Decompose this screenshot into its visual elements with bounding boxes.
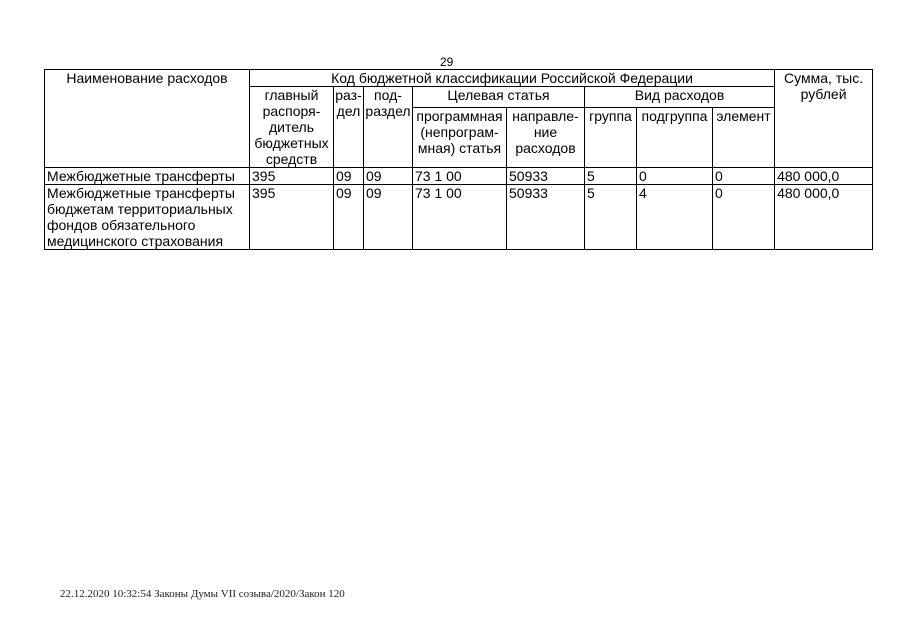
- row-name: Межбюджетные трансферты бюджетам территориальных фондов обязательного медицинского страхования: [45, 185, 250, 250]
- header-target-article: Целевая статья: [413, 87, 585, 108]
- table-row: [45, 168, 873, 185]
- table-row: [45, 185, 873, 250]
- budget-table: [44, 69, 873, 250]
- header-code-group: Код бюджетной классификации Российской Федерации: [250, 70, 775, 87]
- row-program: 73 1 00: [413, 168, 507, 185]
- row-program: 73 1 00: [413, 185, 507, 250]
- row-group: 5: [585, 168, 637, 185]
- header-name: Наименование расходов: [45, 70, 250, 168]
- row-element: 0: [713, 168, 775, 185]
- header-program: программная (непрограм- мная) статья: [413, 107, 507, 167]
- row-section: 09: [334, 168, 364, 185]
- row-direction: 50933: [507, 185, 585, 250]
- row-subgroup: 0: [637, 168, 713, 185]
- header-subgroup: подгруппа: [637, 107, 713, 167]
- row-main-manager: 395: [250, 185, 334, 250]
- row-amount: 480 000,0: [775, 168, 873, 185]
- header-subsection: под- раздел: [364, 87, 413, 168]
- header-main-manager: главный распоря- дитель бюджетных средств: [250, 87, 334, 168]
- header-element: элемент: [713, 107, 775, 167]
- row-section: 09: [334, 185, 364, 250]
- row-group: 5: [585, 185, 637, 250]
- header-group: группа: [585, 107, 637, 167]
- page-number: 29: [440, 55, 454, 69]
- row-name: Межбюджетные трансферты: [45, 168, 250, 185]
- footer-stamp: 22.12.2020 10:32:54 Законы Думы VII созыва/2020/Закон 120: [60, 588, 345, 600]
- header-amount: Сумма, тыс. рублей: [775, 70, 873, 168]
- header-expense-type: Вид расходов: [585, 87, 775, 108]
- row-element: 0: [713, 185, 775, 250]
- row-direction: 50933: [507, 168, 585, 185]
- row-main-manager: 395: [250, 168, 334, 185]
- row-subsection: 09: [364, 185, 413, 250]
- row-amount: 480 000,0: [775, 185, 873, 250]
- header-section: раз- дел: [334, 87, 364, 168]
- row-subgroup: 4: [637, 185, 713, 250]
- row-subsection: 09: [364, 168, 413, 185]
- header-row-1: [45, 70, 873, 87]
- header-direction: направле- ние расходов: [507, 107, 585, 167]
